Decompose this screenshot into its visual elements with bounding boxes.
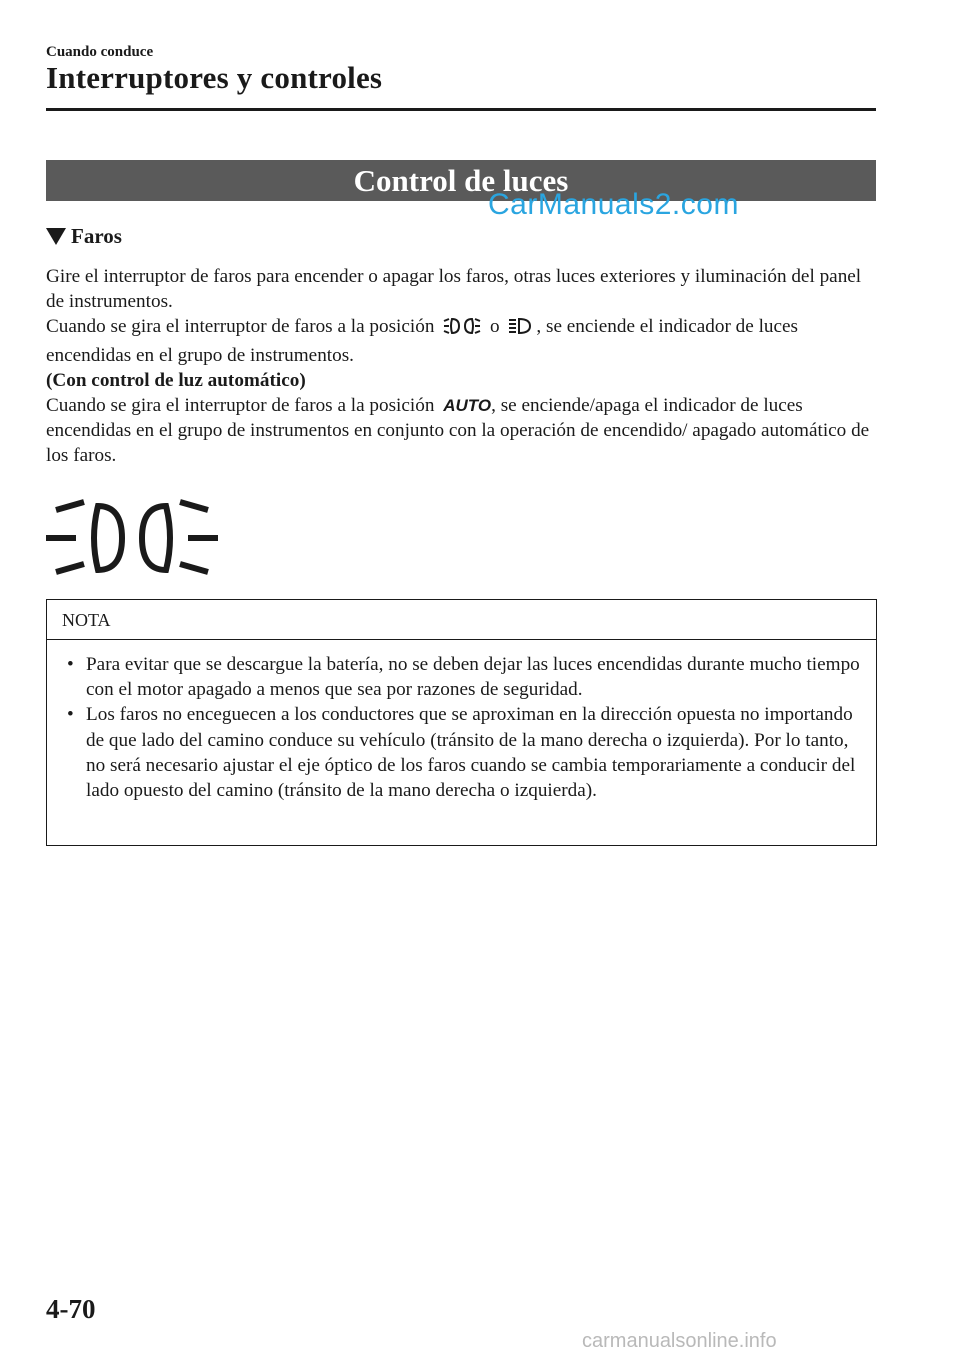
subsection-heading	[46, 224, 122, 249]
page-number: 4-70	[46, 1294, 96, 1324]
list-item	[61, 702, 866, 803]
paragraph-position	[46, 314, 876, 367]
bullet-icon: •	[67, 654, 74, 675]
note-heading: NOTA	[47, 600, 876, 640]
text-segment: Cuando se gira el interruptor de faros a la posición	[46, 395, 435, 417]
headlights-icon	[508, 317, 532, 342]
page-section-title: Interruptores y controles	[46, 60, 383, 95]
watermark-carmanuals2: CarManuals2.com	[488, 188, 739, 221]
note-box	[46, 599, 877, 846]
triangle-marker-icon	[46, 228, 66, 245]
watermark-carmanualsonline: carmanualsonline.info	[582, 1330, 777, 1352]
paragraph-auto	[46, 393, 876, 469]
note-item-text: Los faros no enceguecen a los conductores que se aproximan en la dirección opuesta no importando de que lado del camino conduce su vehículo (tránsito de la mano derecha o izquierda). Por lo tanto, no será necesario ajustar el eje óptico de los faros cuando se cambia temporariamente a conducir del lado opuesto del camino (tránsito de la mano derecha o izquierda).	[86, 704, 856, 802]
text-segment: Cuando se gira el interruptor de faros a la posición	[46, 316, 435, 338]
section-label: Cuando conduce	[46, 44, 154, 60]
chapter-banner: Control de luces	[46, 160, 876, 201]
header-divider	[46, 108, 876, 111]
note-list	[47, 640, 876, 803]
lights-on-indicator-icon	[44, 496, 220, 585]
text-segment: o	[490, 316, 500, 338]
auto-position-label: AUTO	[443, 396, 492, 416]
note-item-text: Para evitar que se descargue la batería, no se deben dejar las luces encendidas durante mucho tiempo con el motor apagado a menos que sea por razones de seguridad.	[86, 654, 860, 701]
bullet-icon: •	[67, 704, 74, 726]
text-segment: , se enciende/apaga el indicador de luces encendidas en el grupo de instrumentos en conjunto con la operación de encendido/ apagado automático de los faros.	[46, 395, 870, 467]
parking-lights-icon	[443, 317, 481, 342]
subsection-title: Faros	[71, 224, 122, 248]
list-item	[61, 652, 866, 702]
body-text	[46, 264, 876, 469]
paragraph-intro: Gire el interruptor de faros para encender o apagar los faros, otras luces exteriores y iluminación del panel de instrumentos.	[46, 266, 862, 313]
paragraph-auto-heading: (Con control de luz automático)	[46, 369, 306, 391]
text-segment: , se enciende el indicador de luces encendidas en el grupo de instrumentos.	[46, 316, 799, 366]
